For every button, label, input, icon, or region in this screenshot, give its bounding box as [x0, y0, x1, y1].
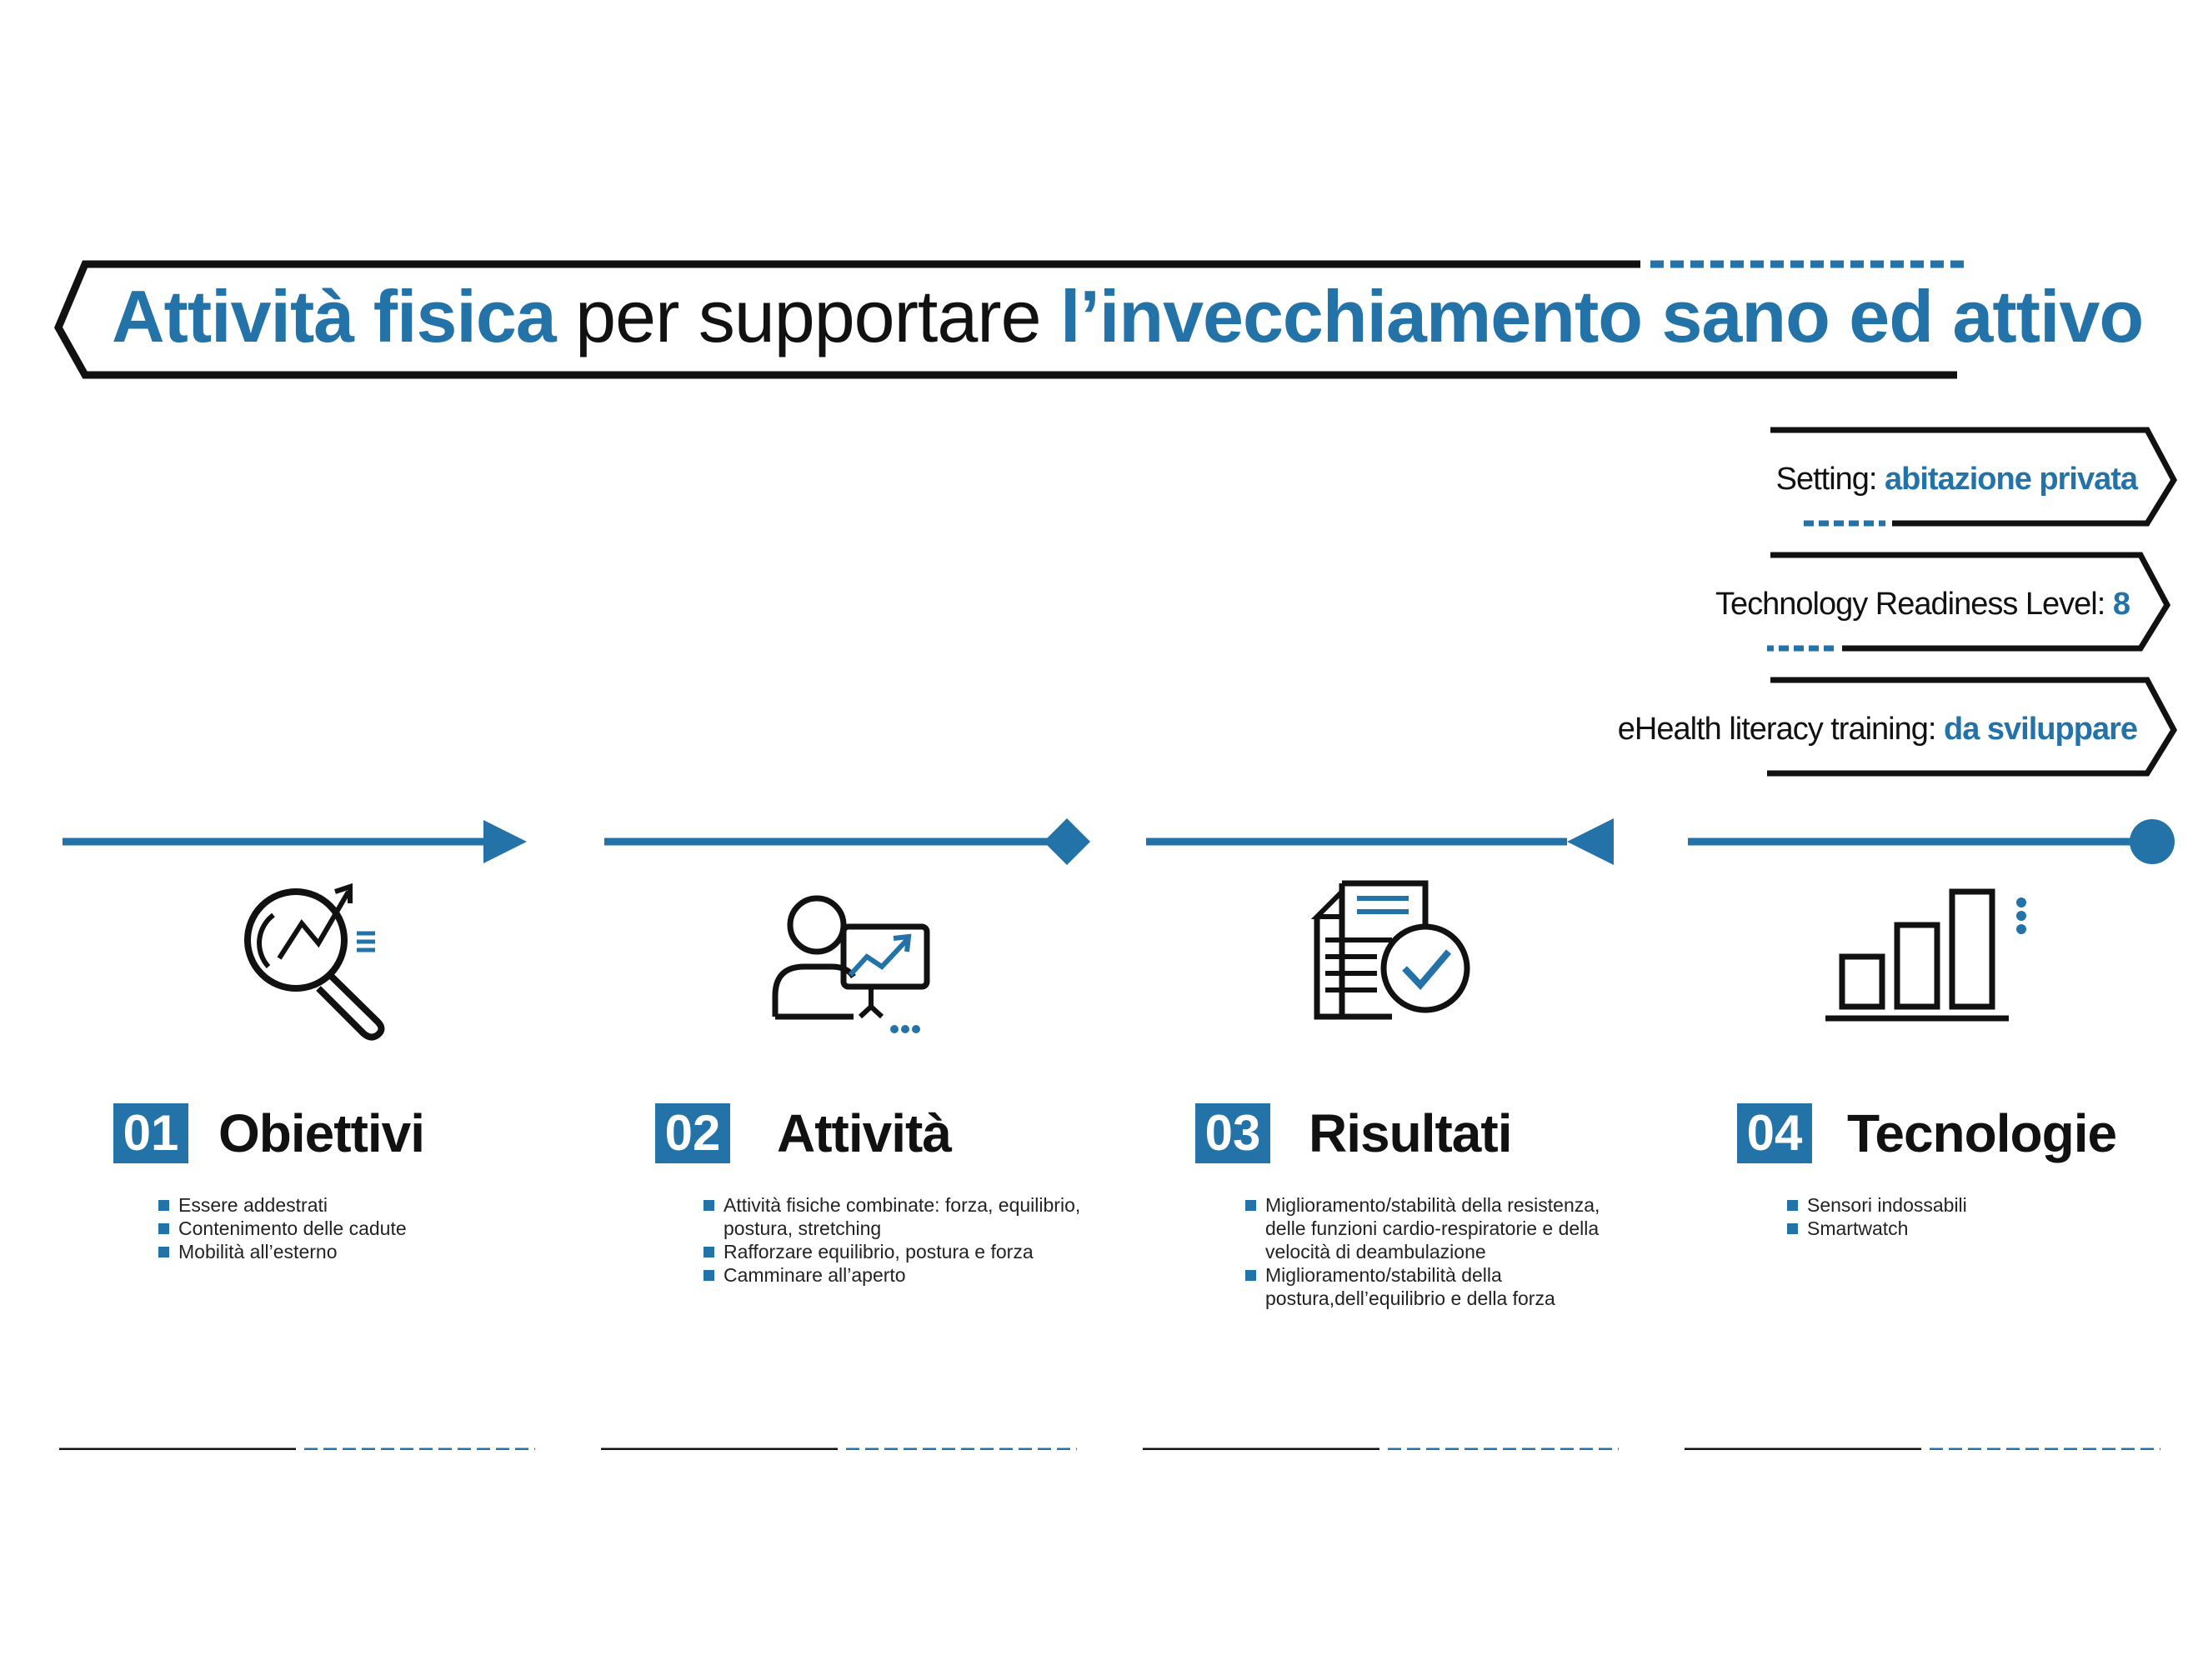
trl-value: 8 — [2112, 587, 2130, 622]
list-item: Sensori indossabili — [1787, 1193, 2120, 1217]
list-item: Essere addestrati — [158, 1193, 492, 1217]
more-dots-icon — [2013, 896, 2030, 938]
card-number-02: 02 — [655, 1103, 730, 1163]
title-part-1: Attività fisica — [112, 275, 556, 358]
setting-label: Setting: — [1775, 462, 1885, 497]
trl-label: Technology Readiness Level: — [1715, 587, 2113, 622]
presenter-chart-icon — [767, 883, 950, 1050]
activities-list — [703, 1193, 1095, 1287]
setting-value: abitazione privata — [1885, 462, 2137, 497]
card-number-01: 01 — [113, 1103, 188, 1163]
title-part-2: per supportare — [555, 275, 1060, 358]
results-list — [1245, 1193, 1620, 1310]
ehealth-value: da sviluppare — [1944, 712, 2137, 747]
list-item: Camminare all’aperto — [703, 1263, 1095, 1287]
ehealth-label: eHealth literacy training: — [1617, 712, 1945, 747]
card-title-results: Risultati — [1309, 1103, 1512, 1163]
list-item: Attività fisiche combinate: forza, equilibrio, postura, stretching — [703, 1193, 1095, 1240]
list-item: Mobilità all’esterno — [158, 1240, 492, 1263]
ehealth-tag — [1517, 708, 2137, 750]
technologies-list — [1787, 1193, 2120, 1240]
list-item: Smartwatch — [1787, 1217, 2120, 1240]
card-title-technologies: Tecnologie — [1847, 1103, 2117, 1163]
card-title-objectives: Obiettivi — [218, 1103, 425, 1163]
document-check-icon — [1309, 875, 1492, 1042]
setting-tag — [1650, 458, 2137, 500]
title-part-3: l’invecchiamento sano ed attivo — [1059, 275, 2144, 358]
list-item: Rafforzare equilibrio, postura e forza — [703, 1240, 1095, 1263]
objectives-list — [158, 1193, 492, 1263]
trl-tag — [1567, 583, 2130, 625]
magnifier-growth-icon — [225, 875, 408, 1042]
card-number-03: 03 — [1195, 1103, 1270, 1163]
list-item: Contenimento delle cadute — [158, 1217, 492, 1240]
card-number-04: 04 — [1737, 1103, 1812, 1163]
card-title-activities: Attività — [777, 1103, 951, 1163]
page-title — [112, 271, 2144, 362]
list-item: Miglioramento/stabilità della resistenza, delle funzioni cardio-respiratorie e della velocità di deambulazione — [1245, 1193, 1620, 1263]
list-item: Miglioramento/stabilità della postura,dell’equilibrio e della forza — [1245, 1263, 1620, 1310]
bar-chart-icon — [1825, 883, 2009, 1050]
